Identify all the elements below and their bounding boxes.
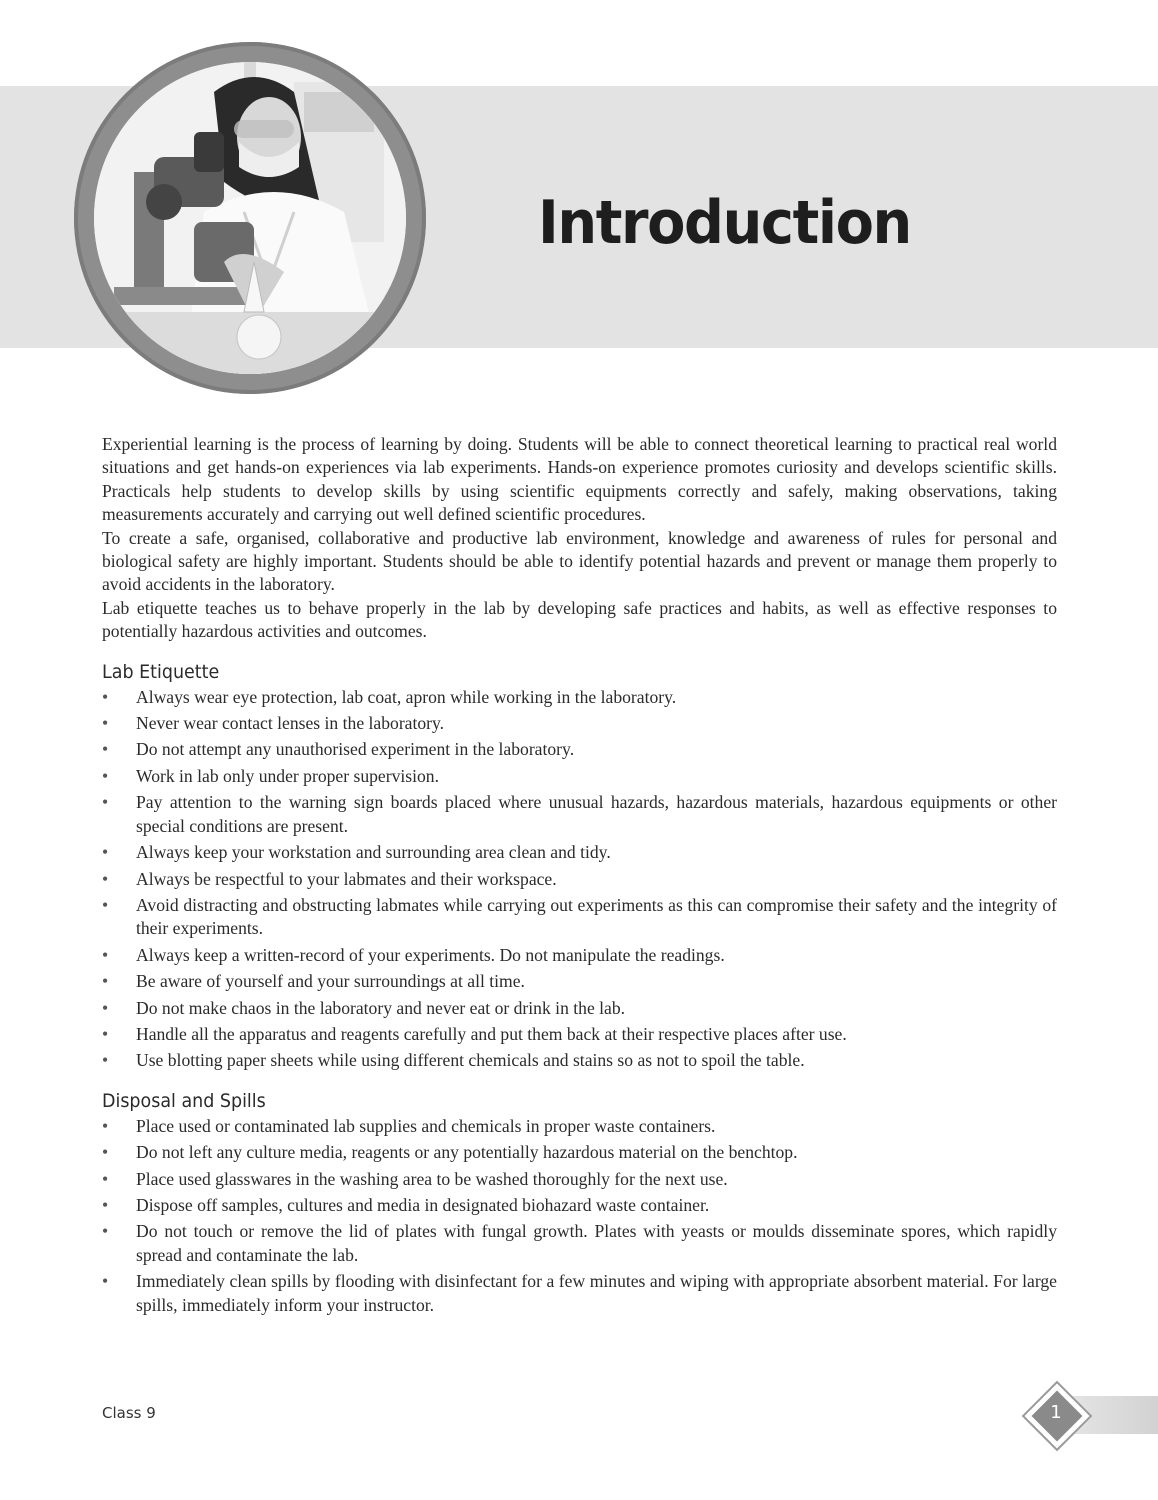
page-title: Introduction (538, 188, 911, 258)
page-number: 1 (1050, 1402, 1062, 1423)
section-heading-disposal-and-spills: Disposal and Spills (102, 1089, 266, 1112)
list-item: • Be aware of yourself and your surroundings at all time. (102, 970, 1057, 993)
main-content (102, 433, 1057, 1320)
list-item: • Pay attention to the warning sign boards placed where unusual hazards, hazardous materials, hazardous equipments or other special conditions are present. (102, 791, 1057, 838)
list-item: • Place used glasswares in the washing area to be washed thoroughly for the next use. (102, 1168, 1057, 1191)
list-item: • Do not make chaos in the laboratory and never eat or drink in the lab. (102, 997, 1057, 1020)
lab-etiquette-list (102, 686, 1057, 1073)
list-item: • Avoid distracting and obstructing labmates while carrying out experiments as this can compromise their safety and the integrity of their experiments. (102, 894, 1057, 941)
intro-paragraph: Experiential learning is the process of learning by doing. Students will be able to connect theoretical learning to practical real world situations and get hands-on experiences via lab experiments. Hands-on experience promotes curiosity and develops scientific skills. Practicals help students to develop skills by using scientific equipments correctly and safely, making observations, taking measurements accurately and carrying out well defined scientific procedures. (102, 434, 1057, 525)
section-heading-lab-etiquette: Lab Etiquette (102, 660, 220, 683)
list-item: • Always be respectful to your labmates and their workspace. (102, 868, 1057, 891)
list-item: • Do not attempt any unauthorised experiment in the laboratory. (102, 738, 1057, 761)
list-item: • Handle all the apparatus and reagents carefully and put them back at their respective places after use. (102, 1023, 1057, 1046)
disposal-spills-list (102, 1115, 1057, 1317)
scientist-microscope-photo (94, 62, 406, 374)
list-item: • Dispose off samples, cultures and media in designated biohazard waste container. (102, 1194, 1057, 1217)
footer-class-label: Class 9 (102, 1404, 156, 1422)
list-item: • Always wear eye protection, lab coat, apron while working in the laboratory. (102, 686, 1057, 709)
list-item: • Always keep a written-record of your experiments. Do not manipulate the readings. (102, 944, 1057, 967)
list-item: • Do not touch or remove the lid of plates with fungal growth. Plates with yeasts or moulds disseminate spores, which rapidly spread and contaminate the lab. (102, 1220, 1057, 1267)
chapter-photo-frame (74, 42, 426, 394)
intro-paragraph: Lab etiquette teaches us to behave properly in the lab by developing safe practices and habits, as well as effective responses to potentially hazardous activities and outcomes. (102, 597, 1057, 642)
list-item: • Use blotting paper sheets while using different chemicals and stains so as not to spoil the table. (102, 1049, 1057, 1072)
list-item: • Work in lab only under proper supervision. (102, 765, 1057, 788)
list-item: • Never wear contact lenses in the laboratory. (102, 712, 1057, 735)
list-item: • Always keep your workstation and surrounding area clean and tidy. (102, 841, 1057, 864)
list-item: • Immediately clean spills by flooding with disinfectant for a few minutes and wiping with appropriate absorbent material. For large spills, immediately inform your instructor. (102, 1270, 1057, 1317)
intro-paragraph: To create a safe, organised, collaborative and productive lab environment, knowledge and awareness of rules for personal and biological safety are highly important. Students should be able to identify potential hazards and prevent or manage them properly to avoid accidents in the laboratory. (102, 527, 1057, 595)
list-item: • Do not left any culture media, reagents or any potentially hazardous material on the benchtop. (102, 1141, 1057, 1164)
list-item: • Place used or contaminated lab supplies and chemicals in proper waste containers. (102, 1115, 1057, 1138)
